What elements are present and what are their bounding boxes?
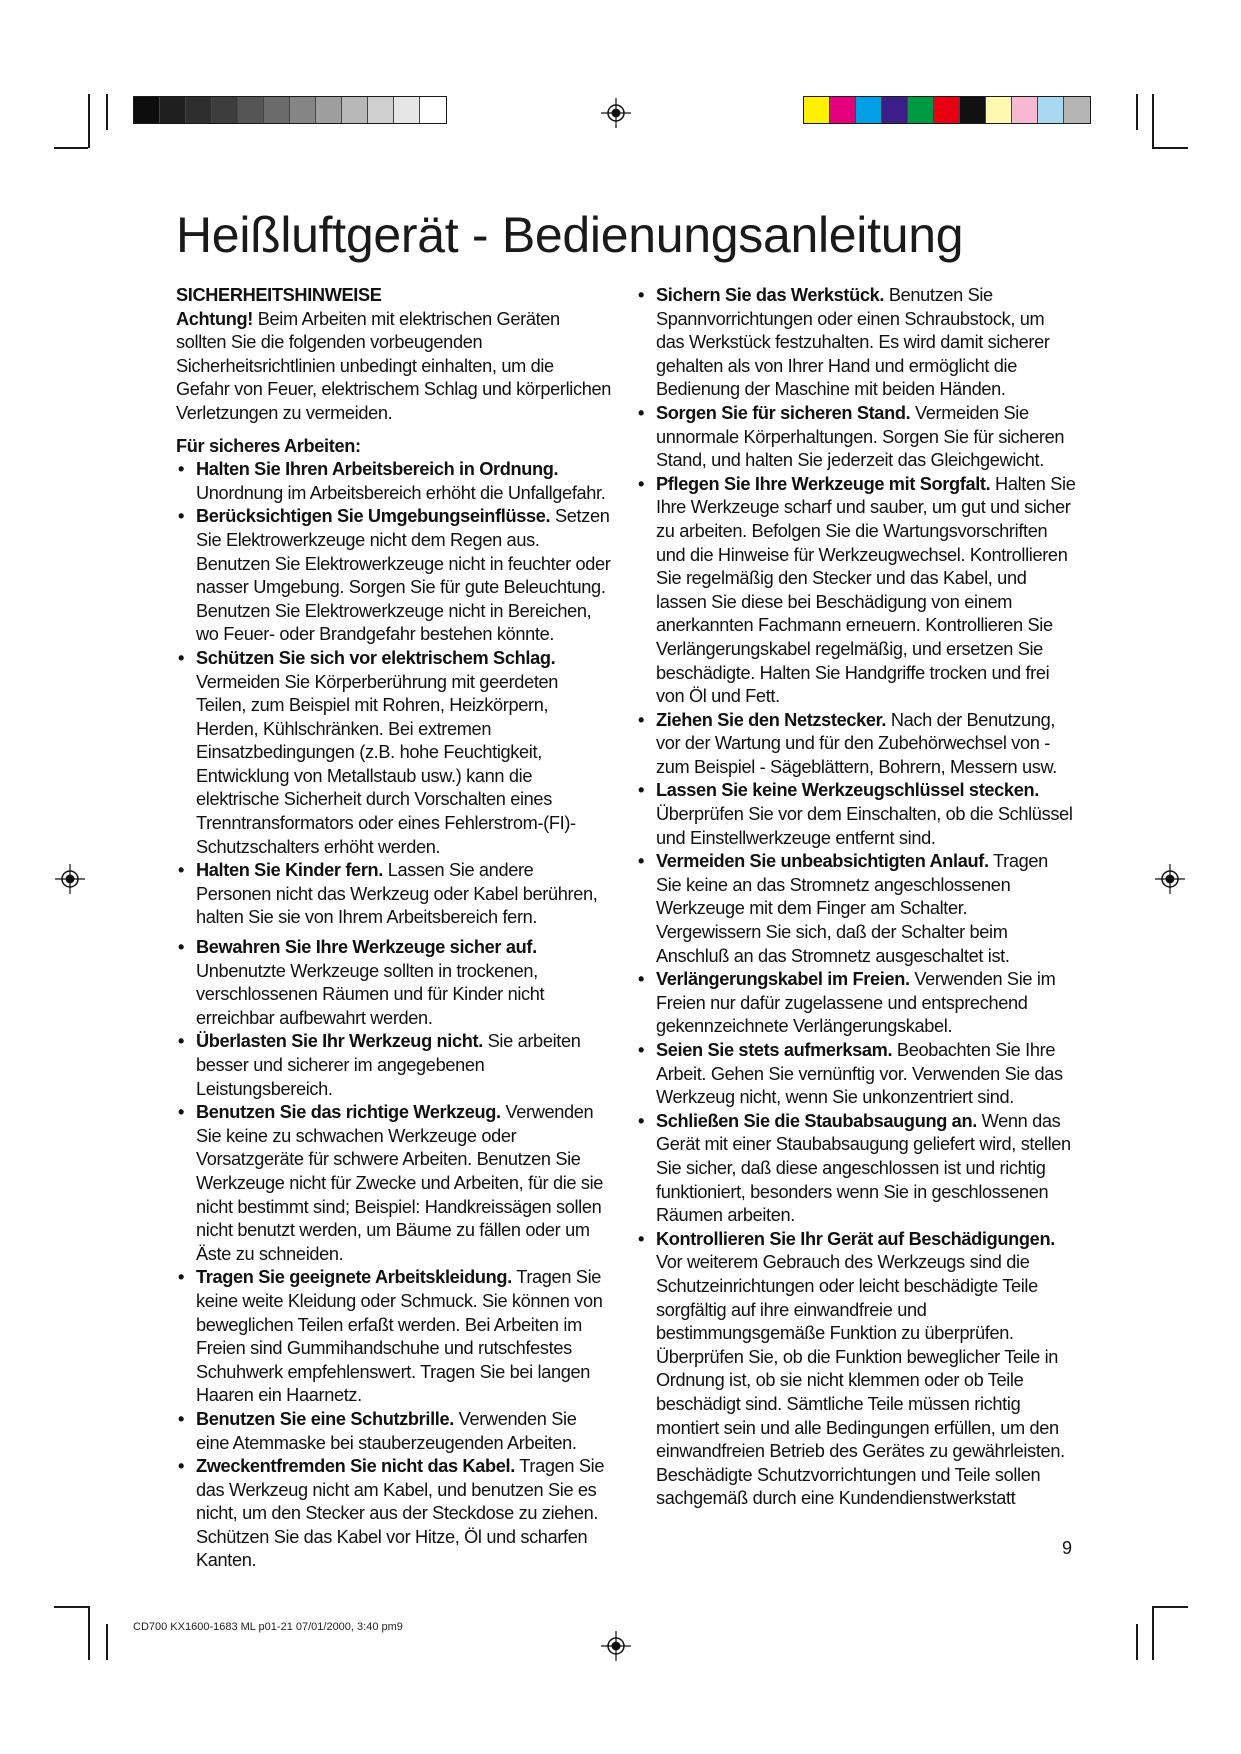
item-text: Wenn das Gerät mit einer Staubabsaugung geliefert wird, stellen Sie sicher, daß diese angeschlossen ist und richtig funktioniert, besonders wenn Sie in geschlossenen Räumen arbeiten. <box>656 1110 1071 1226</box>
safety-list-item <box>636 779 1076 850</box>
item-heading: Zweckentfremden Sie nicht das Kabel. <box>196 1456 515 1477</box>
crop-mark <box>106 94 108 130</box>
item-text: Verwenden Sie im Freien nur dafür zugelassene und entsprechend gekennzeichnete Verlängerungskabel. <box>656 969 1056 1037</box>
safety-list-item <box>636 1039 1076 1110</box>
right-column <box>636 284 1076 1511</box>
registration-target-icon <box>601 1631 631 1661</box>
item-text: Nach der Benutzung, vor der Wartung und für den Zubehörwechsel von - zum Beispiel - Sägeblättern, Bohrern, Messern usw. <box>656 709 1058 777</box>
crop-mark <box>88 94 90 148</box>
page-title: Heißluftgerät - Bedienungsanleitung <box>176 207 964 263</box>
crop-mark <box>1136 94 1138 130</box>
item-text: Vor weiterem Gebrauch des Werkzeugs sind die Schutzeinrichtungen oder leicht beschädigte Teile sorgfältig auf ihre einwandfreie und bestimmungsgemäße Funktion zu überprüfen. Überprüfen Sie, ob die Funktion beweglicher Teile in Ordnung ist, ob sie nicht klemmen oder ob Teile beschädigt sind. Sämtliche Teile müssen richtig montiert sein und alle Bedingungen erfüllen, um den einwandfreien Betrieb des Gerätes zu gewährleisten. Beschädigte Schutzvorrichtungen und Teile sollen sachgemäß durch eine Kundendienstwerkstatt <box>656 1252 1065 1509</box>
color-swatch-strip <box>803 96 1091 124</box>
color-swatch <box>1038 97 1064 123</box>
crop-mark <box>1152 147 1188 149</box>
color-swatch <box>1012 97 1038 123</box>
color-swatch <box>238 97 264 123</box>
item-text: Unbenutzte Werkzeuge sollten in trockenen, verschlossenen Räumen und für Kinder nicht erreichbar aufbewahrt werden. <box>196 960 545 1028</box>
registration-target-icon <box>55 864 85 894</box>
item-heading: Benutzen Sie eine Schutzbrille. <box>196 1408 454 1429</box>
item-heading: Berücksichtigen Sie Umgebungseinflüsse. <box>196 506 551 527</box>
safety-list-item <box>176 647 611 859</box>
safety-list-item <box>176 1030 611 1101</box>
safety-list-item <box>636 709 1076 780</box>
safety-list-item <box>636 968 1076 1039</box>
safety-list-item <box>176 505 611 647</box>
color-swatch <box>186 97 212 123</box>
safety-list-item <box>176 458 611 505</box>
crop-mark <box>54 147 88 149</box>
item-heading: Benutzen Sie das richtige Werkzeug. <box>196 1102 501 1123</box>
item-text: Halten Sie Ihre Werkzeuge scharf und sauber, um gut und sicher zu arbeiten. Befolgen Sie die Wartungsvorschriften und die Hinweise für Werkzeugwechsel. Kontrollieren Sie regelmäßig den Stecker und das Kabel, und lassen Sie diese bei Beschädigung von einem anerkannten Fachmann erneuern. Kontrollieren Sie Verlängerungskabel regelmäßig, und ersetzen Sie beschädigte. Halten Sie Handgriffe trocken und frei von Öl und Fett. <box>656 473 1076 707</box>
safety-list-item <box>636 850 1076 968</box>
color-swatch <box>986 97 1012 123</box>
item-heading: Ziehen Sie den Netzstecker. <box>656 709 887 730</box>
subheading: Für sicheres Arbeiten: <box>176 435 361 456</box>
color-swatch <box>960 97 986 123</box>
crop-mark <box>1136 1624 1138 1660</box>
item-heading: Halten Sie Kinder fern. <box>196 860 384 881</box>
safety-list-item <box>176 1455 611 1573</box>
registration-target-icon <box>601 98 631 128</box>
item-text: Verwenden Sie keine zu schwachen Werkzeuge oder Vorsatzgeräte für schwere Arbeiten. Benutzen Sie Werkzeuge nicht für Zwecke und Arbeiten, für die sie nicht bestimmt sind; Beispiel: Handkreissägen sollen nicht benutzt werden, um Bäume zu fällen oder um Äste zu schneiden. <box>196 1102 604 1264</box>
item-heading: Sorgen Sie für sicheren Stand. <box>656 402 911 423</box>
item-heading: Lassen Sie keine Werkzeugschlüssel stecken. <box>656 780 1039 801</box>
safety-list-item <box>176 936 611 1030</box>
item-text: Tragen Sie das Werkzeug nicht am Kabel, und benutzen Sie es nicht, um den Stecker aus der Steckdose zu ziehen. Schützen Sie das Kabel vor Hitze, Öl und scharfen Kanten. <box>196 1456 605 1571</box>
left-column <box>176 284 611 1573</box>
page-number: 9 <box>1062 1538 1073 1558</box>
crop-mark <box>1152 1606 1188 1608</box>
color-swatch <box>882 97 908 123</box>
safety-list-item <box>636 1228 1076 1511</box>
color-swatch <box>160 97 186 123</box>
color-swatch <box>290 97 316 123</box>
safety-list-right <box>636 284 1076 1511</box>
safety-list-item <box>636 402 1076 473</box>
safety-list-left <box>176 458 611 1573</box>
color-swatch <box>342 97 368 123</box>
crop-mark <box>1152 1606 1154 1660</box>
color-swatch <box>1064 97 1090 123</box>
color-swatch <box>856 97 882 123</box>
safety-list-item <box>176 1101 611 1266</box>
intro-text: Beim Arbeiten mit elektrischen Geräten sollten Sie die folgenden vorbeugenden Sicherheitsrichtlinien unbedingt einhalten, um die Gefahr von Feuer, elektrischem Schlag und körperlichen Verletzungen zu vermeiden. <box>176 308 612 423</box>
print-slug: CD700 KX1600-1683 ML p01-21 07/01/2000, 3:40 pm9 <box>133 1621 403 1633</box>
item-text: Lassen Sie andere Personen nicht das Werkzeug oder Kabel berühren, halten Sie sie von Ihrem Arbeitsbereich fern. <box>196 860 598 928</box>
item-heading: Überlasten Sie Ihr Werkzeug nicht. <box>196 1031 483 1052</box>
item-text: Verwenden Sie eine Atemmaske bei stauberzeugenden Arbeiten. <box>196 1408 577 1453</box>
crop-mark <box>1152 94 1154 148</box>
item-text: Unordnung im Arbeitsbereich erhöht die Unfallgefahr. <box>196 482 606 503</box>
color-swatch <box>368 97 394 123</box>
grayscale-swatch-strip <box>133 96 447 124</box>
item-heading: Verlängerungskabel im Freien. <box>656 969 910 990</box>
item-text: Vermeiden Sie Körperberührung mit geerdeten Teilen, zum Beispiel mit Rohren, Heizkörpern, Herden, Kühlschränken. Bei extremen Einsatzbedingungen (z.B. hohe Feuchtigkeit, Entwicklung von Metallstaub usw.) kann die elektrische Sicherheit durch Vorschalten eines Trenntransformators oder eines Fehlerstrom-(FI)- Schutzschalters erhöht werden. <box>196 671 576 857</box>
color-swatch <box>420 97 446 123</box>
crop-mark <box>54 1606 88 1608</box>
safety-list-item <box>176 1266 611 1408</box>
color-swatch <box>908 97 934 123</box>
safety-list-item <box>176 859 611 930</box>
safety-list-item <box>636 1110 1076 1228</box>
item-text: Tragen Sie keine an das Stromnetz angeschlossenen Werkzeuge mit dem Finger am Schalter. Vergewissern Sie sich, daß der Schalter beim Anschluß an das Stromnetz ausgeschaltet ist. <box>656 851 1048 966</box>
item-heading: Bewahren Sie Ihre Werkzeuge sicher auf. <box>196 937 537 958</box>
item-text: Setzen Sie Elektrowerkzeuge nicht dem Regen aus. Benutzen Sie Elektrowerkzeuge nicht in feuchter oder nasser Umgebung. Sorgen Sie für gute Beleuchtung. Benutzen Sie Elektrowerkzeuge nicht in Bereichen, wo Feuer- oder Brandgefahr bestehen könnte. <box>196 506 611 645</box>
section-heading: SICHERHEITSHINWEISE <box>176 285 382 305</box>
item-heading: Halten Sie Ihren Arbeitsbereich in Ordnung. <box>196 459 559 480</box>
item-text: Vermeiden Sie unnormale Körperhaltungen. Sorgen Sie für sicheren Stand, und halten Sie jederzeit das Gleichgewicht. <box>656 402 1065 471</box>
crop-mark <box>88 1606 90 1660</box>
item-text: Tragen Sie keine weite Kleidung oder Schmuck. Sie können von beweglichen Teilen erfaßt werden. Bei Arbeiten im Freien sind Gummihandschuhe und rutschfestes Schuhwerk empfehlenswert. Tragen Sie bei langen Haaren ein Haarnetz. <box>196 1267 603 1406</box>
color-swatch <box>804 97 830 123</box>
color-swatch <box>212 97 238 123</box>
color-swatch <box>264 97 290 123</box>
safety-list-item <box>176 1408 611 1455</box>
color-swatch <box>830 97 856 123</box>
item-heading: Sichern Sie das Werkstück. <box>656 285 885 305</box>
item-heading: Schützen Sie sich vor elektrischem Schlag. <box>196 647 556 668</box>
color-swatch <box>316 97 342 123</box>
item-heading: Vermeiden Sie unbeabsichtigten Anlauf. <box>656 851 989 872</box>
item-heading: Kontrollieren Sie Ihr Gerät auf Beschädigungen. <box>656 1228 1055 1249</box>
item-text: Benutzen Sie Spannvorrichtungen oder einen Schraubstock, um das Werkstück festzuhalten. Es wird damit sicherer gehalten als von Ihrer Hand und ermöglicht die Bedienung der Maschine mit beiden Händen. <box>656 285 1050 400</box>
item-text: Überprüfen Sie vor dem Einschalten, ob die Schlüssel und Einstellwerkzeuge entfernt sind. <box>656 804 1073 848</box>
item-heading: Seien Sie stets aufmerksam. <box>656 1040 893 1060</box>
color-swatch <box>394 97 420 123</box>
item-text: Sie arbeiten besser und sicherer im angegebenen Leistungsbereich. <box>196 1031 581 1099</box>
color-swatch <box>934 97 960 123</box>
intro-paragraph <box>176 308 611 426</box>
item-heading: Pflegen Sie Ihre Werkzeuge mit Sorgfalt. <box>656 473 991 494</box>
color-swatch <box>134 97 160 123</box>
intro-bold: Achtung! <box>176 308 254 329</box>
safety-list-item <box>636 284 1076 402</box>
item-heading: Schließen Sie die Staubabsaugung an. <box>656 1110 977 1131</box>
crop-mark <box>106 1624 108 1660</box>
safety-list-item <box>636 473 1076 709</box>
item-heading: Tragen Sie geeignete Arbeitskleidung. <box>196 1267 512 1288</box>
item-text: Beobachten Sie Ihre Arbeit. Gehen Sie vernünftig vor. Verwenden Sie das Werkzeug nicht, wenn Sie unkonzentriert sind. <box>656 1040 1063 1108</box>
registration-target-icon <box>1155 864 1185 894</box>
